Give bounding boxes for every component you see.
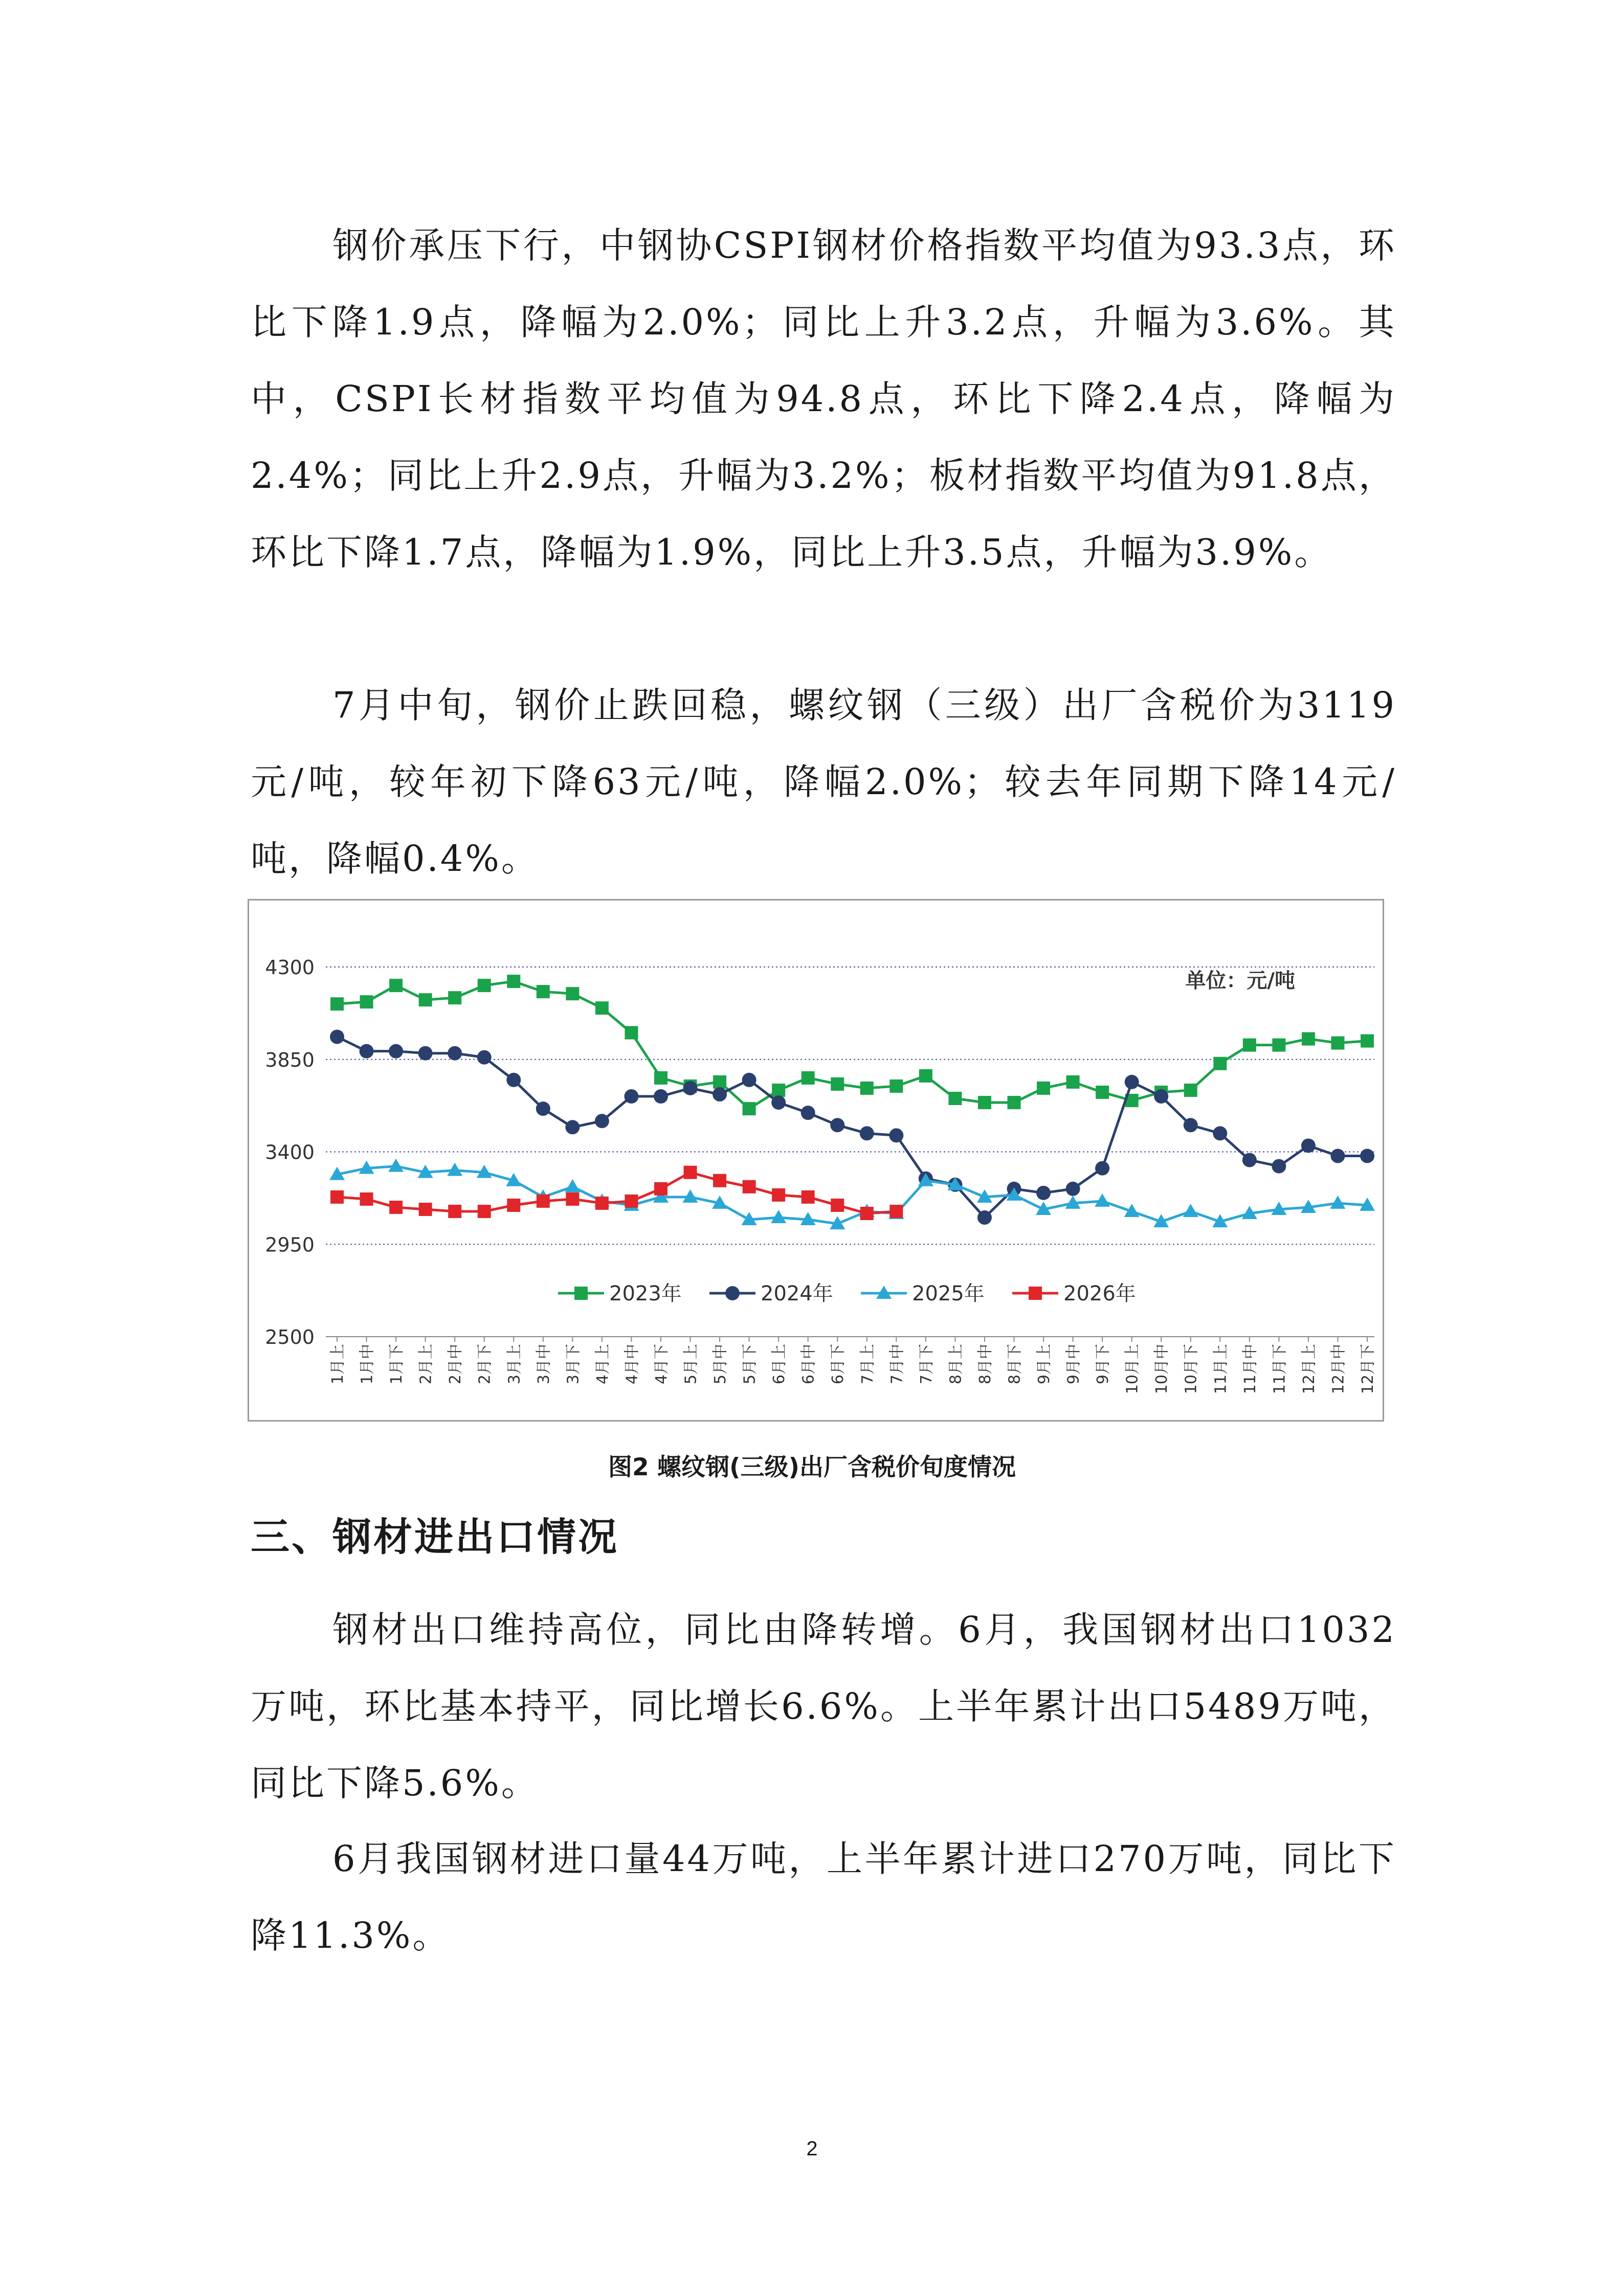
section-heading: 三、钢材进出口情况 [251,1514,619,1560]
data-point [1330,1149,1345,1163]
data-point [360,1192,373,1206]
data-point [1184,1118,1198,1132]
data-point [772,1188,785,1202]
x-tick-label: 11月中 [1241,1344,1259,1394]
data-point [1272,1039,1285,1052]
x-tick-label: 12月下 [1359,1344,1377,1394]
x-tick-label: 6月上 [770,1344,789,1385]
data-point [1183,1204,1198,1217]
data-point [595,1114,609,1128]
data-point [1302,1032,1315,1046]
data-point [389,1201,403,1214]
data-point [654,1089,668,1104]
legend-label: 2026年 [1063,1282,1136,1305]
x-tick-label: 8月中 [976,1344,994,1385]
data-point [743,1180,756,1194]
x-tick-label: 7月中 [888,1344,906,1385]
data-point [1301,1138,1316,1153]
legend-label: 2025年 [912,1282,985,1305]
x-tick-label: 10月上 [1123,1344,1142,1394]
data-point [565,1179,580,1192]
data-point [536,1101,550,1116]
x-tick-label: 7月下 [917,1344,936,1385]
x-tick-label: 11月下 [1271,1344,1289,1394]
x-tick-label: 10月中 [1153,1344,1171,1394]
data-point [1036,1186,1051,1200]
data-point [330,1190,344,1204]
data-point [654,1182,668,1196]
data-point [478,1205,491,1218]
data-point [419,1203,432,1216]
data-point [389,979,403,992]
y-tick-label: 2500 [265,1326,315,1348]
figure-caption: 图2 螺纹钢(三级)出厂含税价旬度情况 [608,1453,1016,1481]
x-tick-label: 2月中 [447,1344,465,1385]
data-point [860,1082,874,1095]
data-point [565,1120,580,1134]
data-point [1242,1153,1257,1167]
data-point [1007,1096,1020,1109]
data-point [1331,1037,1344,1050]
chart-figure [248,899,1384,1422]
x-tick-label: 1月中 [358,1344,376,1385]
data-point [389,1044,403,1059]
data-point [624,1089,638,1104]
data-point [713,1174,726,1187]
x-tick-label: 11月上 [1212,1344,1230,1394]
series-line-0 [337,981,1367,1109]
data-point [772,1084,785,1097]
data-point [360,995,373,1008]
data-point [625,1195,638,1208]
data-point [448,991,461,1004]
data-point [330,997,344,1010]
data-point [889,1205,903,1218]
data-point [743,1102,756,1115]
data-point [566,1192,579,1206]
paragraph-cspi: 钢价承压下行，中钢协CSPI钢材价格指数平均值为93.3点，环比下降1.9点，降幅为2.0%；同比上升3.2点，升幅为3.6%。其中，CSPI长材指数平均值为94.8点，环比下降2.4点，降幅为2.4%；同比上升2.9点，升幅为3.2%；板材指数平均值为91.8点，环比下降1.7点，降幅为1.9%，同比上升3.5点，升幅为3.9%。 [251,224,1396,573]
data-point [1037,1082,1050,1095]
data-point [978,1096,991,1109]
data-point [771,1210,786,1223]
data-point [1095,1161,1109,1176]
data-point [506,1073,521,1087]
x-tick-label: 4月中 [623,1344,641,1385]
x-tick-label: 3月上 [505,1344,524,1385]
data-point [537,985,550,998]
paragraph-imports: 6月我国钢材进口量44万吨，上半年累计进口270万吨，同比下降11.3%。 [251,1838,1396,1956]
y-tick-label: 3850 [265,1048,315,1071]
data-point [802,1190,815,1204]
x-tick-label: 1月下 [388,1344,406,1385]
x-tick-label: 12月上 [1300,1344,1318,1394]
data-point [1213,1057,1227,1070]
x-tick-label: 5月中 [711,1344,730,1385]
data-point [566,987,579,1000]
legend-label: 2024年 [761,1282,833,1305]
series-line-1 [337,1037,1367,1218]
data-point [977,1210,992,1225]
x-tick-label: 12月中 [1329,1344,1348,1394]
x-tick-label: 4月下 [652,1344,671,1385]
data-point [625,1026,638,1040]
y-tick-label: 3400 [265,1141,315,1164]
x-tick-label: 6月下 [829,1344,848,1385]
x-tick-label: 8月上 [947,1344,965,1385]
data-point [1184,1084,1197,1097]
data-point [419,993,432,1006]
data-point [448,1205,461,1218]
data-point [713,1075,726,1089]
legend-label: 2023年 [609,1282,682,1305]
x-tick-label: 6月中 [799,1344,818,1385]
data-point [448,1046,462,1061]
data-point [595,1197,609,1210]
data-point [948,1092,962,1105]
data-point [388,1159,404,1172]
x-tick-label: 9月上 [1035,1344,1054,1385]
data-point [595,1001,609,1015]
data-point [919,1069,932,1083]
legend-marker [725,1286,740,1300]
x-tick-label: 5月上 [682,1344,700,1385]
data-point [801,1106,815,1120]
data-point [1066,1182,1080,1196]
x-tick-label: 4月上 [593,1344,612,1385]
data-point [507,1199,520,1212]
rebar-price-line-chart [249,901,1383,1420]
data-point [1213,1126,1227,1140]
data-point [742,1073,757,1087]
data-point [507,975,520,988]
x-tick-label: 1月上 [329,1344,347,1385]
data-point [713,1087,727,1101]
x-tick-label: 3月下 [564,1344,583,1385]
data-point [889,1079,903,1093]
data-point [860,1126,874,1140]
data-point [831,1199,844,1212]
x-tick-label: 3月中 [535,1344,553,1385]
data-point [654,1071,668,1085]
x-tick-label: 7月上 [858,1344,877,1385]
legend-marker [574,1287,588,1300]
data-point [771,1095,786,1110]
data-point [1066,1075,1080,1089]
data-point [418,1046,433,1061]
data-point [478,979,491,992]
data-point [802,1071,815,1085]
data-point [1096,1086,1109,1099]
data-point [830,1118,844,1132]
y-tick-label: 4300 [265,956,315,979]
data-point [1154,1089,1168,1104]
data-point [1243,1039,1256,1052]
data-point [889,1128,903,1142]
data-point [1360,1149,1374,1163]
data-point [831,1077,844,1091]
y-tick-label: 2950 [265,1233,315,1256]
x-tick-label: 9月中 [1064,1344,1083,1385]
data-point [684,1166,697,1179]
x-tick-label: 10月下 [1182,1344,1200,1394]
paragraph-exports: 钢材出口维持高位，同比由降转增。6月，我国钢材出口1032万吨，环比基本持平，同比增长6.6%。上半年累计出口5489万吨，同比下降5.6%。 [251,1609,1396,1804]
data-point [1125,1075,1139,1089]
x-tick-label: 2月上 [417,1344,435,1385]
data-point [1361,1034,1374,1048]
data-point [1095,1194,1110,1207]
data-point [860,1207,874,1220]
x-tick-label: 8月下 [1006,1344,1024,1385]
data-point [477,1050,492,1065]
data-point [1272,1159,1286,1174]
series-line-2 [337,1166,1367,1224]
data-point [330,1030,344,1044]
data-point [360,1044,374,1059]
data-point [1330,1196,1345,1209]
legend-marker [1029,1287,1042,1300]
x-tick-label: 9月下 [1094,1344,1113,1385]
page-number: 2 [806,2137,818,2160]
paragraph-rebar-price: 7月中旬，钢价止跌回稳，螺纹钢（三级）出厂含税价为3119元/吨，较年初下降63元/吨，降幅2.0%；较去年同期下降14元/吨，降幅0.4%。 [251,684,1396,880]
x-tick-label: 2月下 [476,1344,494,1385]
data-point [537,1195,550,1208]
data-point [447,1163,462,1176]
data-point [683,1081,698,1095]
unit-label: 单位：元/吨 [1185,969,1295,993]
x-tick-label: 5月下 [741,1344,759,1385]
